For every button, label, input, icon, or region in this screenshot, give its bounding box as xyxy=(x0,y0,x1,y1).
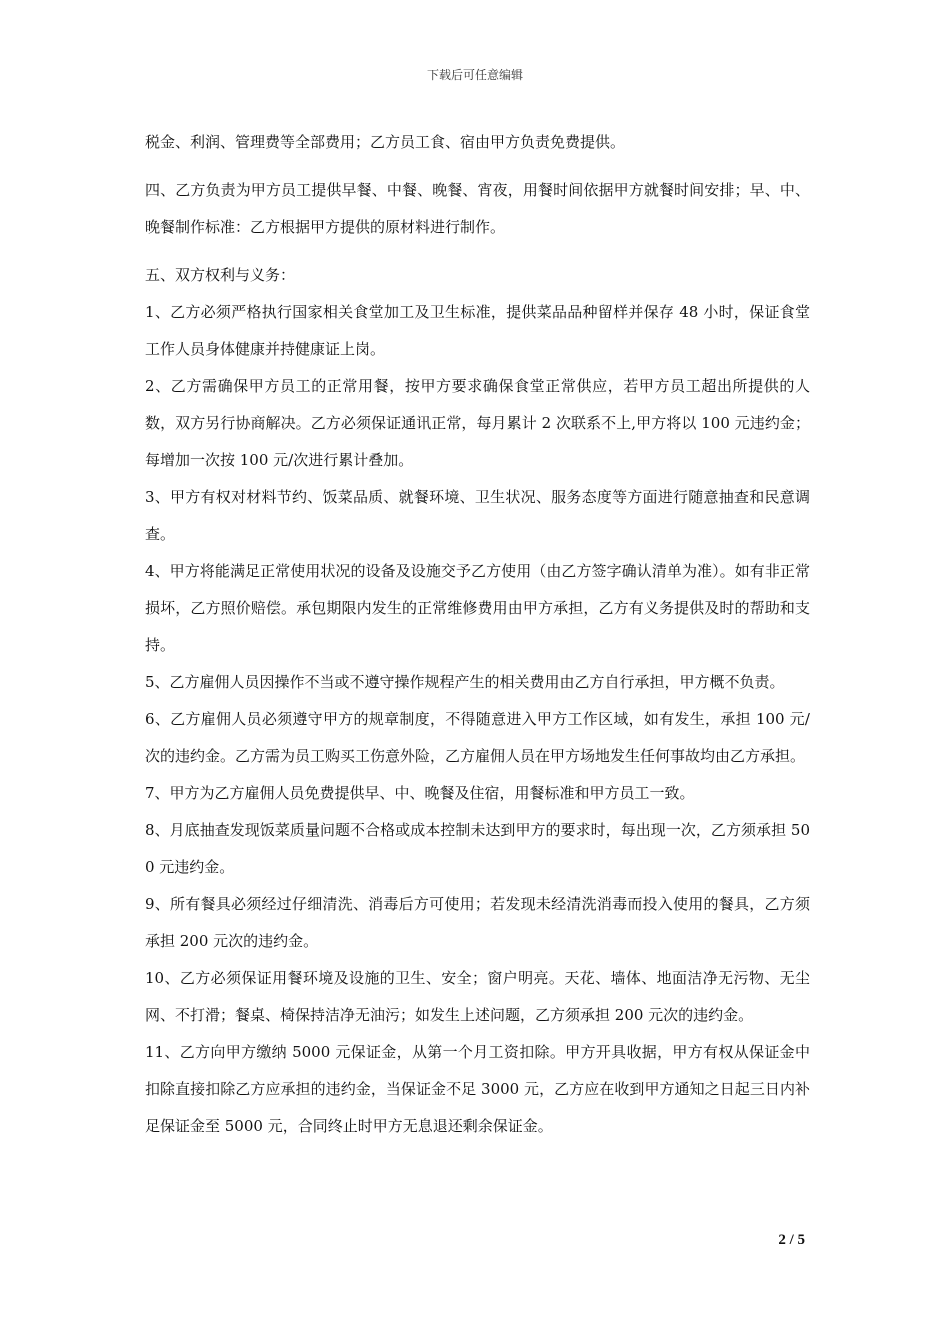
paragraph-taxes: 税金、利润、管理费等全部费用；乙方员工食、宿由甲方负责免费提供。 xyxy=(145,133,626,151)
page-number: 2 / 5 xyxy=(778,1232,805,1248)
document-body xyxy=(145,124,810,1145)
clause-2: 2、乙方需确保甲方员工的正常用餐，按甲方要求确保食堂正常供应，若甲方员工超出所提供的人数，双方另行协商解决。乙方必须保证通讯正常，每月累计 2 次联系不上,甲方将以 100 元违约金；每增加一次按 100 元/次进行累计叠加。 xyxy=(145,377,810,469)
clause-10: 10、乙方必须保证用餐环境及设施的卫生、安全；窗户明亮。天花、墙体、地面洁净无污物、无尘网、不打滑；餐桌、椅保持洁净无油污；如发生上述问题，乙方须承担 200 元次的违约金。 xyxy=(145,969,810,1024)
clause-3: 3、甲方有权对材料节约、饭菜品质、就餐环境、卫生状况、服务态度等方面进行随意抽查和民意调查。 xyxy=(145,488,810,543)
clause-11: 11、乙方向甲方缴纳 5000 元保证金，从第一个月工资扣除。甲方开具收据，甲方有权从保证金中扣除直接扣除乙方应承担的违约金，当保证金不足 3000 元，乙方应在收到甲方通知之日起三日内补足保证金至 5000 元，合同终止时甲方无息退还剩余保证金。 xyxy=(145,1043,810,1135)
page-header: 下载后可任意编辑 xyxy=(426,68,523,82)
clause-1: 1、乙方必须严格执行国家相关食堂加工及卫生标准，提供菜品品种留样并保存 48 小时，保证食堂工作人员身体健康并持健康证上岗。 xyxy=(145,303,810,358)
section-heading-rights: 五、双方权利与义务： xyxy=(145,266,296,284)
clause-6: 6、乙方雇佣人员必须遵守甲方的规章制度，不得随意进入甲方工作区域，如有发生，承担 100 元/次的违约金。乙方需为员工购买工伤意外险，乙方雇佣人员在甲方场地发生任何事故均由乙方承担。 xyxy=(145,710,810,765)
clause-9: 9、所有餐具必须经过仔细清洗、消毒后方可使用；若发现未经清洗消毒而投入使用的餐具，乙方须承担 200 元次的违约金。 xyxy=(145,895,810,950)
clause-5: 5、乙方雇佣人员因操作不当或不遵守操作规程产生的相关费用由乙方自行承担，甲方概不负责。 xyxy=(145,673,785,691)
clause-8: 8、月底抽查发现饭菜质量问题不合格或成本控制未达到甲方的要求时，每出现一次，乙方须承担 500 元违约金。 xyxy=(145,821,810,876)
paragraph-section-four: 四、乙方负责为甲方员工提供早餐、中餐、晚餐、宵夜，用餐时间依据甲方就餐时间安排；早、中、晚餐制作标准：乙方根据甲方提供的原材料进行制作。 xyxy=(145,181,810,236)
clause-7: 7、甲方为乙方雇佣人员免费提供早、中、晚餐及住宿，用餐标准和甲方员工一致。 xyxy=(145,784,695,802)
clause-4: 4、甲方将能满足正常使用状况的设备及设施交予乙方使用（由乙方签字确认清单为准）。如有非正常损坏，乙方照价赔偿。承包期限内发生的正常维修费用由甲方承担，乙方有义务提供及时的帮助和支持。 xyxy=(145,562,810,654)
